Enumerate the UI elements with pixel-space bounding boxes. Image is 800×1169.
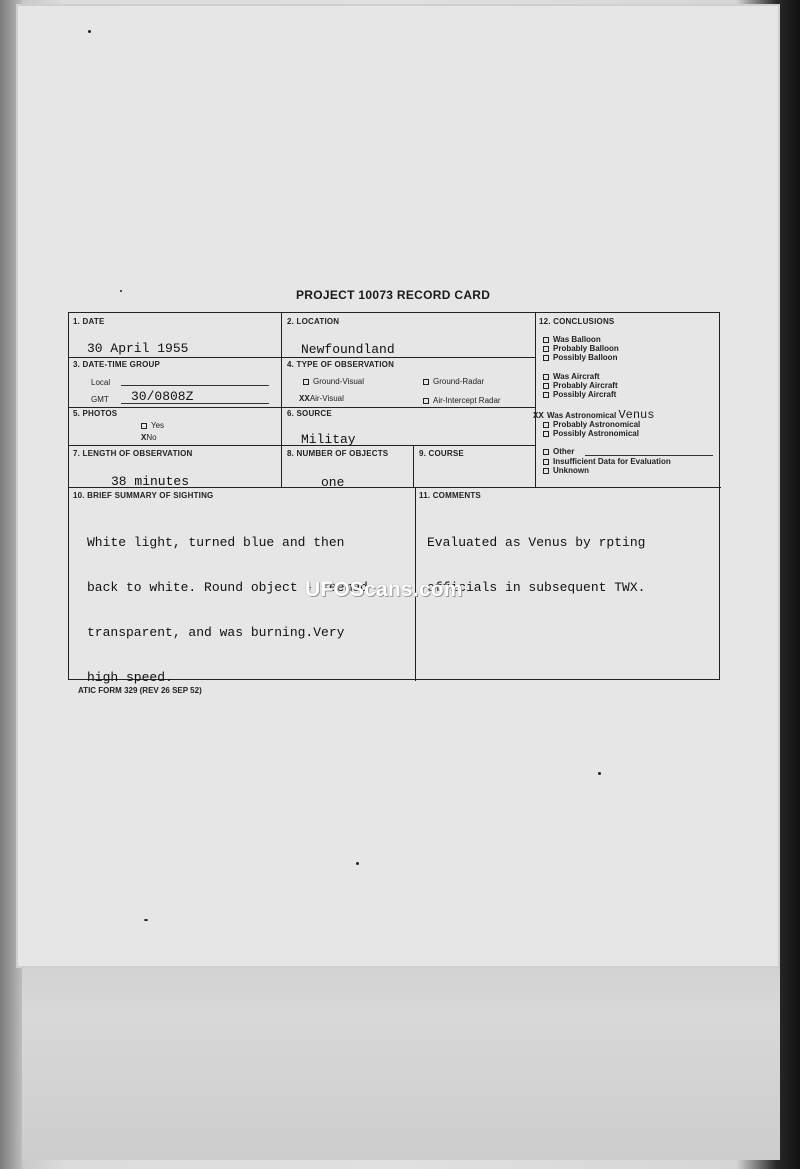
dust-speck: [356, 862, 359, 865]
summary-line: back to white. Round object - seemed: [87, 580, 368, 595]
location-label: 2. LOCATION: [287, 317, 340, 326]
photos-label: 5. PHOTOS: [73, 409, 118, 418]
checkbox-icon: [543, 337, 549, 343]
comments-line: Evaluated as Venus by rpting: [427, 535, 646, 550]
date-value: 30 April 1955: [87, 341, 189, 356]
watermark: UFOScans.com: [305, 578, 463, 601]
divider-v3: [413, 445, 414, 487]
date-label: 1. DATE: [73, 317, 105, 326]
checkbox-icon: [423, 379, 429, 385]
length-of-observation-value: 38 minutes: [111, 474, 190, 489]
checkbox-icon: [543, 459, 549, 465]
conclusion-possibly-aircraft: Possibly Aircraft: [543, 390, 616, 399]
checkbox-icon: [543, 346, 549, 352]
summary-line: White light, turned blue and then: [87, 535, 345, 550]
option-air-visual: XXAir-Visual: [299, 394, 344, 404]
conclusion-other: Other: [543, 447, 574, 456]
photos-no: XNo: [141, 433, 157, 443]
divider-v2: [535, 313, 536, 487]
conclusion-probably-balloon: Probably Balloon: [543, 344, 619, 353]
gmt-label: GMT: [91, 395, 109, 404]
checkbox-icon: [543, 392, 549, 398]
checkbox-icon: [543, 449, 549, 455]
checkbox-icon: [543, 383, 549, 389]
comments-line: officials in subsequent TWX.: [427, 580, 646, 595]
dust-speck: [88, 30, 91, 33]
length-of-observation-label: 7. LENGTH OF OBSERVATION: [73, 449, 193, 458]
conclusion-was-aircraft: Was Aircraft: [543, 372, 600, 381]
conclusion-possibly-astronomical: Possibly Astronomical: [543, 429, 639, 438]
source-label: 6. SOURCE: [287, 409, 332, 418]
divider-v1: [281, 313, 282, 487]
venus-note: Venus: [618, 408, 655, 422]
option-air-intercept-radar: Air-Intercept Radar: [423, 396, 501, 405]
conclusion-probably-aircraft: Probably Aircraft: [543, 381, 618, 390]
local-line: [121, 385, 269, 386]
checkbox-icon: [543, 431, 549, 437]
conclusion-was-astronomical: XX Was Astronomical Venus: [533, 408, 655, 422]
form-footer: ATIC FORM 329 (REV 26 SEP 52): [78, 686, 202, 695]
other-line: [585, 455, 713, 456]
summary-text: [87, 505, 368, 715]
x-mark: X: [141, 433, 147, 443]
gmt-line: [121, 403, 269, 404]
dust-speck: [120, 290, 122, 292]
conclusion-unknown: Unknown: [543, 466, 589, 475]
record-card: [68, 312, 720, 685]
checkbox-icon: [423, 398, 429, 404]
checkbox-icon: [141, 423, 147, 429]
conclusion-probably-astronomical: Probably Astronomical: [543, 420, 640, 429]
number-of-objects-label: 8. NUMBER OF OBJECTS: [287, 449, 389, 458]
gmt-value: 30/0808Z: [131, 389, 194, 404]
checkbox-icon: [303, 379, 309, 385]
comments-label: 11. COMMENTS: [419, 491, 481, 500]
summary-line: transparent, and was burning.Very: [87, 625, 345, 640]
scan-lower-band: [0, 950, 780, 1160]
course-label: 9. COURSE: [419, 449, 464, 458]
checkbox-icon: [543, 355, 549, 361]
checkbox-icon: [543, 468, 549, 474]
conclusion-was-balloon: Was Balloon: [543, 335, 601, 344]
card-title: PROJECT 10073 RECORD CARD: [296, 288, 491, 302]
local-label: Local: [91, 378, 111, 387]
source-value: Militay: [301, 432, 356, 447]
date-time-group-label: 3. DATE-TIME GROUP: [73, 360, 161, 369]
xx-mark: XX: [299, 394, 310, 404]
dust-speck: [598, 772, 601, 775]
number-of-objects-value: one: [321, 475, 345, 490]
type-of-observation-label: 4. TYPE OF OBSERVATION: [287, 360, 395, 369]
conclusions-panel: [533, 313, 719, 487]
conclusion-possibly-balloon: Possibly Balloon: [543, 353, 617, 362]
conclusions-label: 12. CONCLUSIONS: [539, 317, 615, 326]
summary-label: 10. BRIEF SUMMARY OF SIGHTING: [73, 491, 214, 500]
location-value: Newfoundland: [301, 342, 395, 357]
checkbox-icon: [543, 422, 549, 428]
divider-h1: [69, 357, 535, 358]
comments-text: [427, 505, 645, 625]
photos-yes: Yes: [141, 421, 164, 430]
summary-line: high speed.: [87, 670, 173, 685]
conclusion-insufficient-data: Insufficient Data for Evaluation: [543, 457, 671, 466]
option-ground-radar: Ground-Radar: [423, 377, 484, 386]
xx-mark: XX: [533, 411, 544, 421]
checkbox-icon: [543, 374, 549, 380]
option-ground-visual: Ground-Visual: [303, 377, 364, 386]
dust-speck: [144, 919, 148, 921]
divider-h2: [69, 407, 535, 408]
